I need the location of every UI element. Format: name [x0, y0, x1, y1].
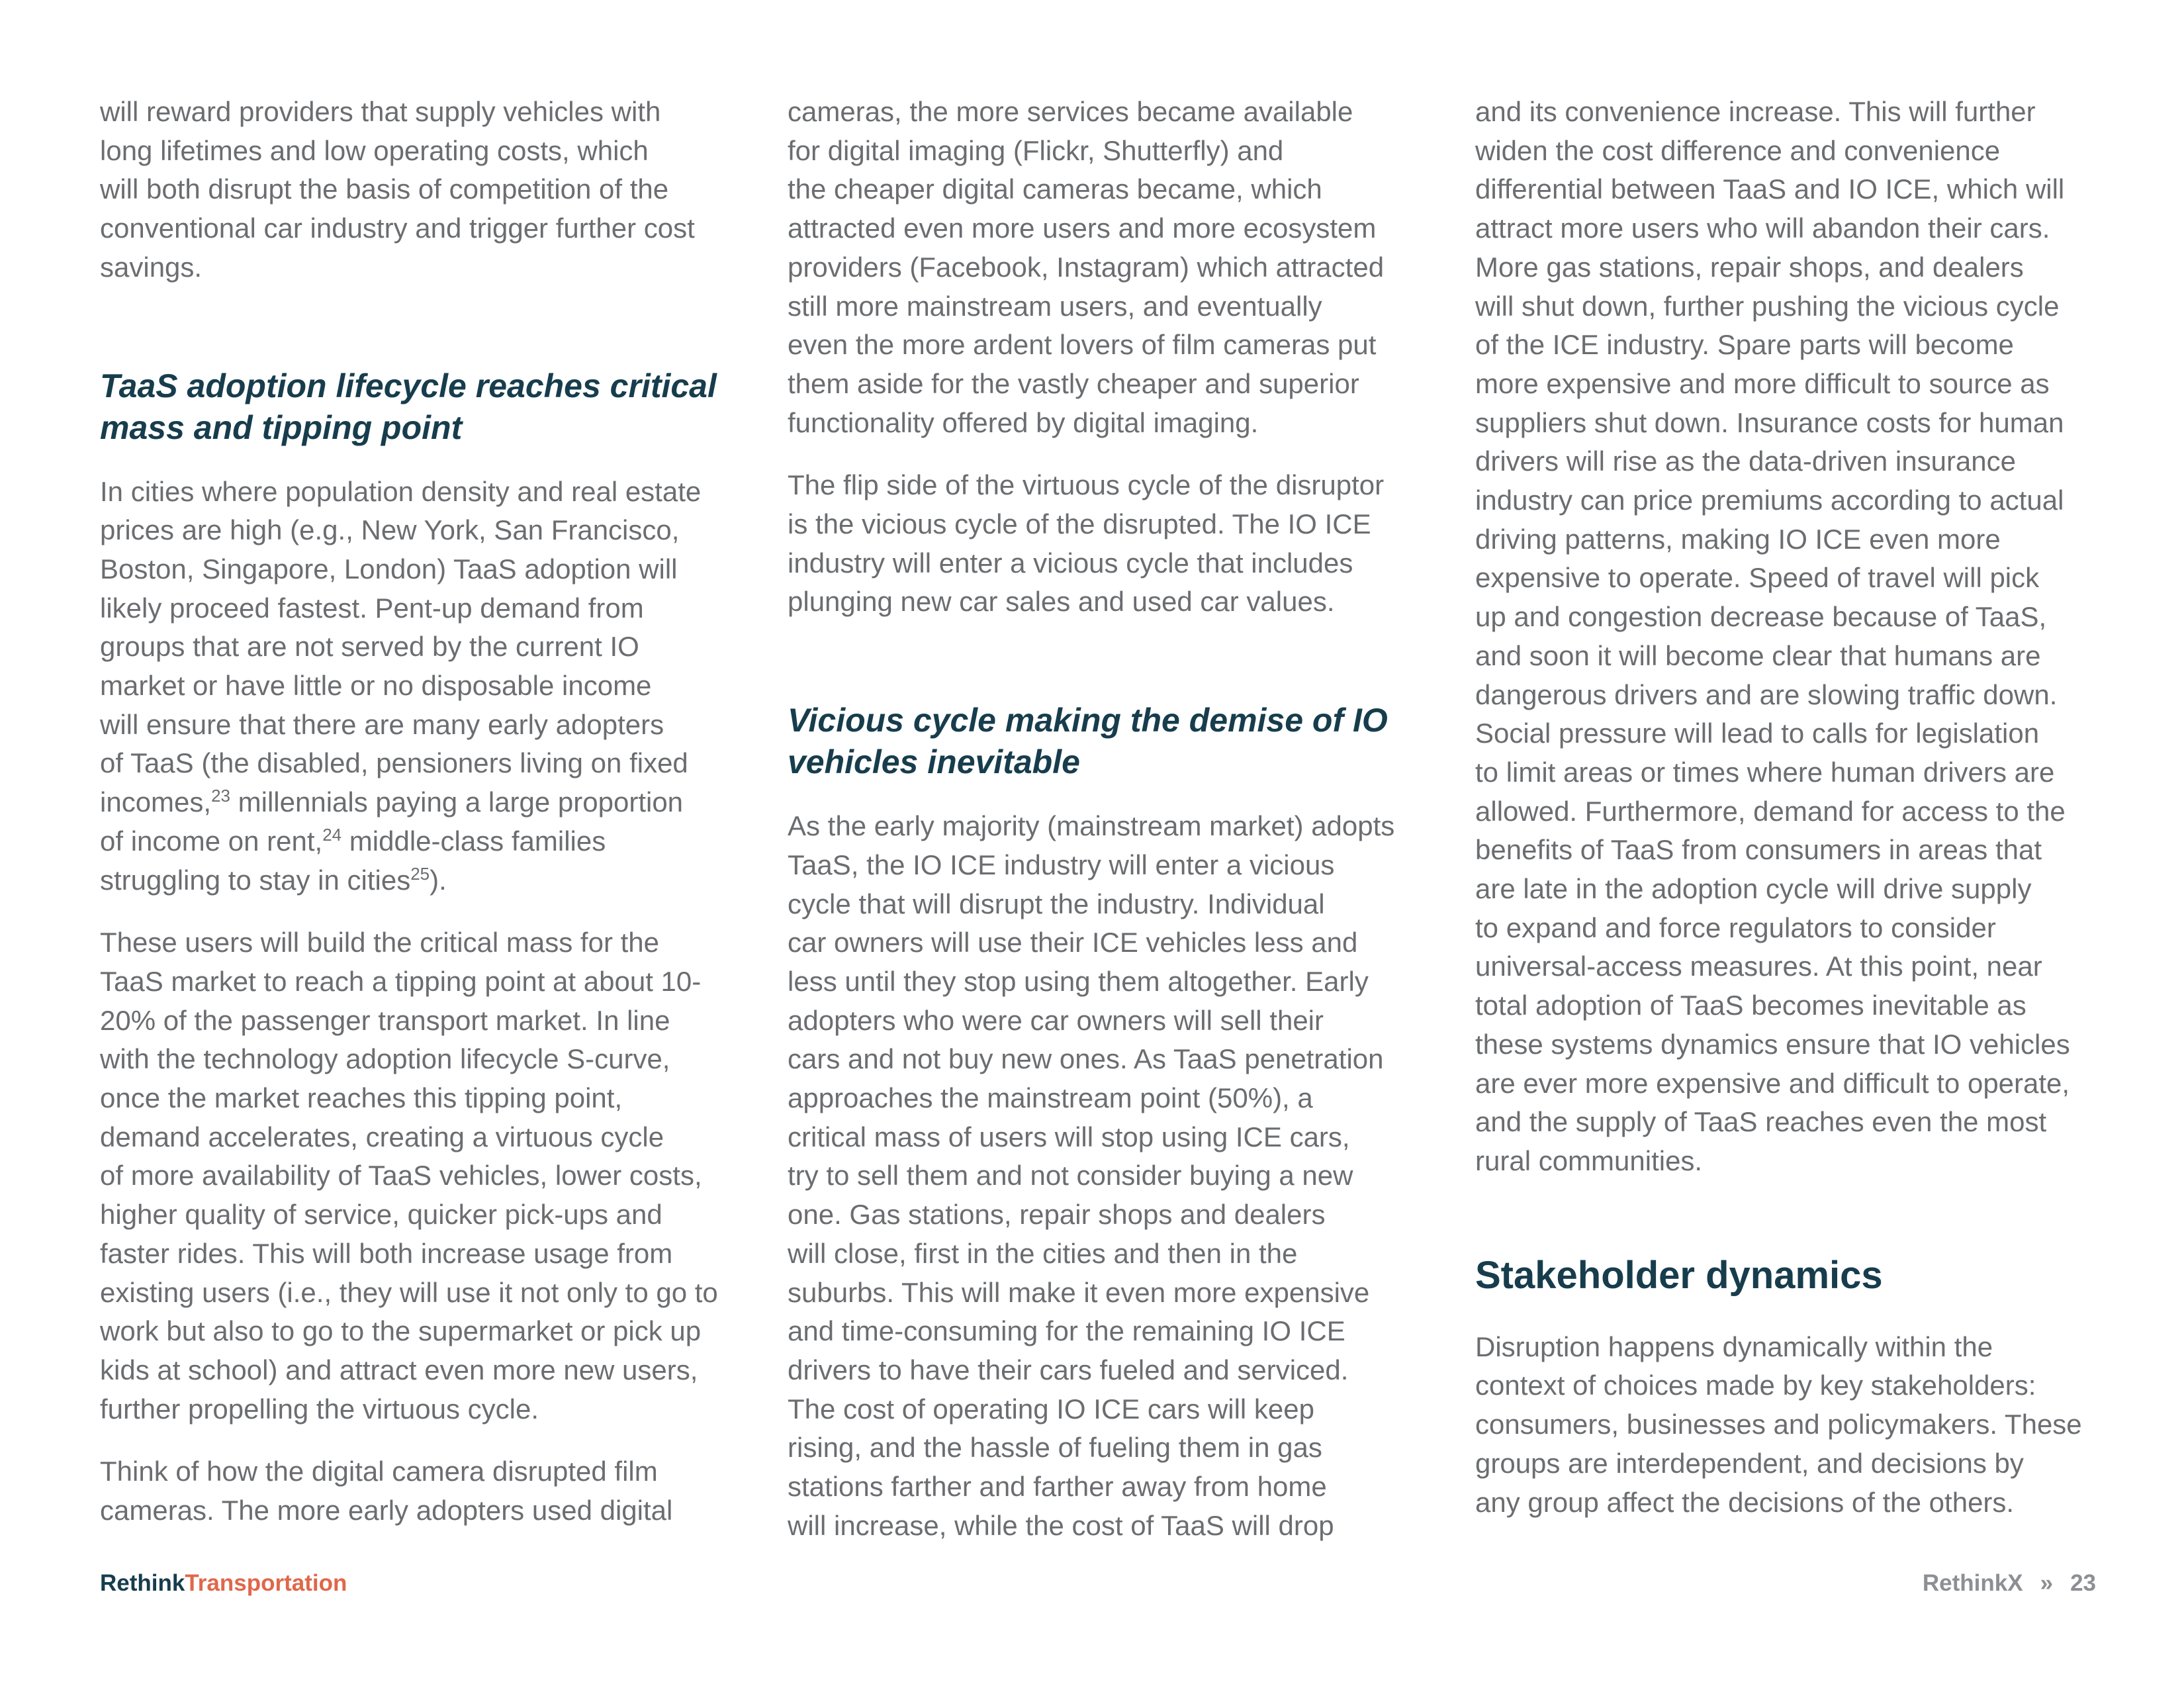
- text-line: these systems dynamics ensure that IO vehicles: [1475, 1028, 2070, 1060]
- text-line: TaaS, the IO ICE industry will enter a vicious: [788, 849, 1335, 880]
- text-line: kids at school) and attract even more new users,: [100, 1354, 698, 1385]
- text-line: them aside for the vastly cheaper and superior: [788, 367, 1359, 399]
- paragraph: [788, 93, 1423, 442]
- text-line: of TaaS (the disabled, pensioners living on fixed: [100, 747, 688, 779]
- text-line: and its convenience increase. This will further: [1475, 96, 2036, 127]
- text-line: are ever more expensive and difficult to operate,: [1475, 1067, 2070, 1099]
- text-line: car owners will use their ICE vehicles less and: [788, 927, 1358, 959]
- paragraph: [100, 473, 735, 900]
- footer-separator: »: [2040, 1570, 2054, 1596]
- footnote-ref-24[interactable]: 24: [322, 824, 342, 845]
- text-line: even the more ardent lovers of film cameras put: [788, 329, 1377, 361]
- text-line: driving patterns, making IO ICE even more: [1475, 523, 2001, 555]
- paragraph: [788, 466, 1423, 622]
- footnote-ref-25[interactable]: 25: [410, 863, 430, 884]
- text-line: Think of how the digital camera disrupted film: [100, 1456, 658, 1487]
- text-line: for digital imaging (Flickr, Shutterfly) and: [788, 134, 1284, 166]
- text-line: total adoption of TaaS becomes inevitable as: [1475, 990, 2026, 1021]
- text-line: attract more users who will abandon their cars.: [1475, 212, 2050, 244]
- text-line: less until they stop using them altogether. Early: [788, 965, 1369, 997]
- text-line: critical mass of users will stop using ICE cars,: [788, 1121, 1350, 1152]
- heading-line: Vicious cycle making the demise of IO: [788, 702, 1388, 739]
- text-line: of more availability of TaaS vehicles, lower costs,: [100, 1160, 702, 1192]
- text-line: The cost of operating IO ICE cars will keep: [788, 1393, 1315, 1425]
- footnote-ref-23[interactable]: 23: [211, 786, 230, 806]
- footer-page-info: [1923, 1570, 2096, 1597]
- text-line: In cities where population density and real estate: [100, 475, 702, 507]
- text-line: with the technology adoption lifecycle S-curve,: [100, 1043, 670, 1075]
- text-line: differential between TaaS and IO ICE, which will: [1475, 173, 2065, 205]
- text-line: try to sell them and not consider buying a new: [788, 1160, 1353, 1192]
- text-fragment: struggling to stay in cities: [100, 864, 411, 896]
- text-line: to expand and force regulators to consider: [1475, 912, 1996, 943]
- text-fragment: middle-class families: [341, 825, 606, 857]
- paragraph: [100, 923, 735, 1429]
- section-heading-stakeholder-dynamics: Stakeholder dynamics: [1475, 1253, 1883, 1297]
- text-line: industry will enter a vicious cycle that includes: [788, 547, 1353, 579]
- text-line: plunging new car sales and used car values.: [788, 586, 1335, 618]
- text-line: attracted even more users and more ecosystem: [788, 212, 1377, 244]
- text-line: of the ICE industry. Spare parts will become: [1475, 329, 2014, 361]
- text-line: universal-access measures. At this point, near: [1475, 951, 2042, 982]
- text-line: will ensure that there are many early adopters: [100, 708, 664, 740]
- text-line: 20% of the passenger transport market. In line: [100, 1004, 670, 1036]
- footer-publisher: RethinkX: [1922, 1570, 2023, 1596]
- text-line: and the supply of TaaS reaches even the most: [1475, 1106, 2047, 1138]
- text-line: drivers to have their cars fueled and serviced.: [788, 1354, 1349, 1385]
- text-line: more expensive and more difficult to source as: [1475, 367, 2050, 399]
- column-2: [788, 93, 1423, 1570]
- text-line: adopters who were car owners will sell their: [788, 1004, 1324, 1036]
- text-line: will shut down, further pushing the vicious cycle: [1475, 290, 2060, 322]
- text-line: rural communities.: [1475, 1145, 1703, 1176]
- column-1: [100, 93, 735, 1554]
- text-fragment: of income on rent,: [100, 825, 323, 857]
- text-line: cameras. The more early adopters used digital: [100, 1495, 673, 1526]
- text-line: cars and not buy new ones. As TaaS penetration: [788, 1043, 1384, 1075]
- text-line: higher quality of service, quicker pick-ups and: [100, 1199, 662, 1231]
- paragraph: [100, 1452, 735, 1530]
- text-line: groups are interdependent, and decisions by: [1475, 1447, 2024, 1479]
- text-line: will reward providers that supply vehicles with: [100, 96, 661, 127]
- text-line: any group affect the decisions of the others.: [1475, 1486, 2015, 1518]
- text-line: benefits of TaaS from consumers in areas that: [1475, 834, 2042, 866]
- text-line: existing users (i.e., they will use it not only to go to: [100, 1276, 718, 1308]
- text-line: cameras, the more services became available: [788, 96, 1353, 127]
- text-line: Disruption happens dynamically within the: [1475, 1331, 1993, 1362]
- text-fragment: ).: [430, 864, 447, 896]
- text-line: providers (Facebook, Instagram) which attracted: [788, 251, 1385, 283]
- heading-line: TaaS adoption lifecycle reaches critical: [100, 367, 717, 404]
- section-heading-vicious-cycle: [788, 700, 1423, 783]
- text-line: More gas stations, repair shops, and dealers: [1475, 251, 2024, 283]
- paragraph: [1475, 93, 2111, 1181]
- text-line: TaaS market to reach a tipping point at about 10-: [100, 965, 702, 997]
- text-line: [100, 783, 735, 822]
- text-line: Social pressure will lead to calls for legislation: [1475, 718, 2040, 749]
- text-line: the cheaper digital cameras became, which: [788, 173, 1322, 205]
- text-line: These users will build the critical mass for the: [100, 927, 659, 959]
- text-line: savings.: [100, 251, 203, 283]
- heading-line: vehicles inevitable: [788, 743, 1080, 781]
- footer-brand-rethink: Rethink: [100, 1570, 185, 1596]
- page-number: 23: [2070, 1570, 2096, 1596]
- paragraph: [788, 807, 1423, 1545]
- text-line: context of choices made by key stakeholders:: [1475, 1370, 2036, 1401]
- text-line: once the market reaches this tipping point,: [100, 1082, 623, 1114]
- text-line: [100, 822, 735, 861]
- text-line: further propelling the virtuous cycle.: [100, 1393, 539, 1425]
- heading-line: mass and tipping point: [100, 408, 463, 446]
- text-line: prices are high (e.g., New York, San Francisco,: [100, 514, 680, 546]
- text-line: dangerous drivers and are slowing traffic down.: [1475, 679, 2058, 710]
- section-heading-taas-adoption: [100, 365, 735, 449]
- text-line: allowed. Furthermore, demand for access to the: [1475, 795, 2066, 827]
- paragraph: [1475, 1328, 2111, 1523]
- text-line: industry can price premiums according to actual: [1475, 485, 2064, 516]
- text-line: conventional car industry and trigger further cost: [100, 212, 695, 244]
- text-line: are late in the adoption cycle will drive supply: [1475, 873, 2032, 905]
- text-line: suburbs. This will make it even more expensive: [788, 1276, 1370, 1308]
- text-line: drivers will rise as the data-driven insurance: [1475, 445, 2017, 477]
- text-line: approaches the mainstream point (50%), a: [788, 1082, 1313, 1114]
- text-line: functionality offered by digital imaging.: [788, 406, 1259, 438]
- text-line: demand accelerates, creating a virtuous cycle: [100, 1121, 664, 1152]
- text-line: cycle that will disrupt the industry. Individual: [788, 888, 1325, 919]
- text-line: long lifetimes and low operating costs, which: [100, 134, 649, 166]
- text-line: will increase, while the cost of TaaS will drop: [788, 1509, 1334, 1541]
- text-line: will close, first in the cities and then in the: [788, 1237, 1298, 1269]
- text-fragment: incomes,: [100, 786, 212, 818]
- text-line: As the early majority (mainstream market) adopts: [788, 810, 1395, 842]
- text-line: groups that are not served by the current IO: [100, 631, 639, 663]
- text-line: stations farther and farther away from home: [788, 1471, 1327, 1503]
- text-line: faster rides. This will both increase usage from: [100, 1237, 673, 1269]
- column-3: [1475, 93, 2111, 1546]
- paragraph: [100, 93, 735, 287]
- footer-brand-transportation: Transportation: [185, 1570, 347, 1596]
- text-line: work but also to go to the supermarket or pick up: [100, 1315, 702, 1347]
- text-line: Boston, Singapore, London) TaaS adoption will: [100, 553, 678, 585]
- text-line: likely proceed fastest. Pent-up demand from: [100, 592, 644, 624]
- text-line: market or have little or no disposable income: [100, 670, 652, 702]
- text-line: widen the cost difference and convenience: [1475, 134, 2001, 166]
- text-line: expensive to operate. Speed of travel will pick: [1475, 562, 2040, 594]
- text-line: consumers, businesses and policymakers. These: [1475, 1409, 2082, 1440]
- text-line: The flip side of the virtuous cycle of the disruptor: [788, 469, 1385, 501]
- text-line: and time-consuming for the remaining IO ICE: [788, 1315, 1345, 1347]
- text-line: rising, and the hassle of fueling them in gas: [788, 1432, 1322, 1464]
- text-line: is the vicious cycle of the disrupted. The IO ICE: [788, 508, 1371, 540]
- text-line: suppliers shut down. Insurance costs for human: [1475, 406, 2064, 438]
- text-line: [100, 861, 735, 900]
- text-fragment: millennials paying a large proportion: [230, 786, 684, 818]
- text-line: still more mainstream users, and eventually: [788, 290, 1322, 322]
- footer-report-title: [100, 1570, 347, 1597]
- text-line: and soon it will become clear that humans are: [1475, 639, 2041, 671]
- text-line: up and congestion decrease because of TaaS,: [1475, 601, 2047, 633]
- text-line: one. Gas stations, repair shops and dealers: [788, 1199, 1326, 1231]
- text-line: to limit areas or times where human drivers are: [1475, 756, 2055, 788]
- text-line: will both disrupt the basis of competition of the: [100, 173, 669, 205]
